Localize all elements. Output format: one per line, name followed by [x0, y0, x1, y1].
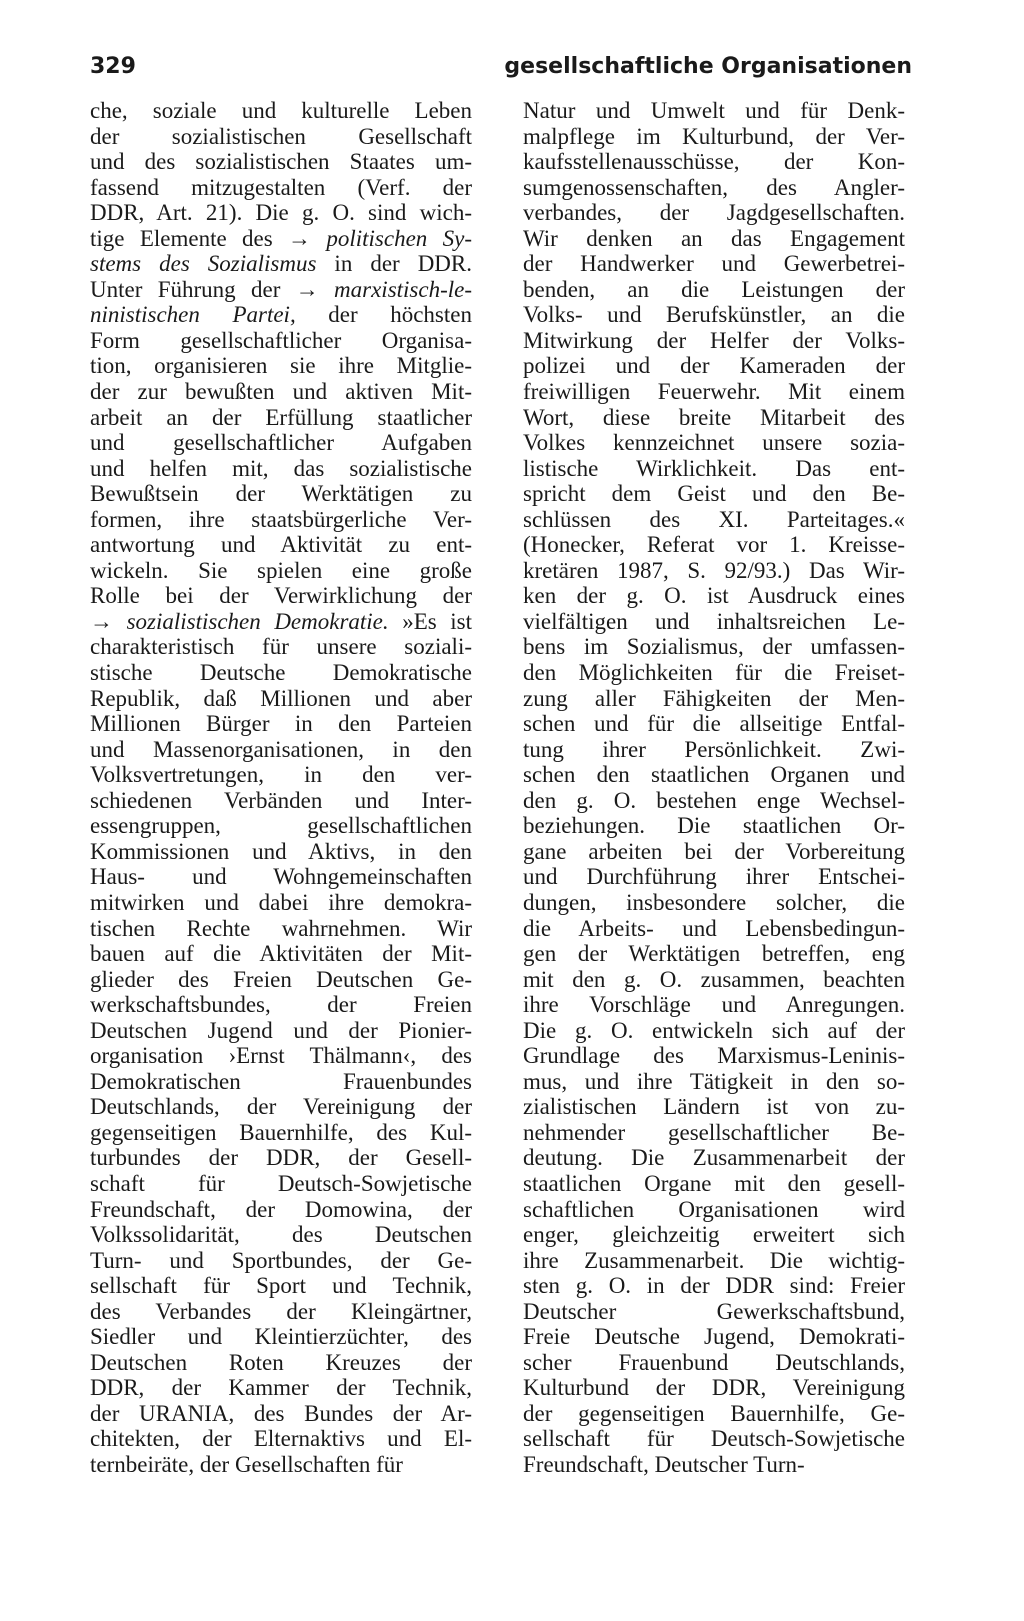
text-line: mus, und ihre Tätigkeit in den so-: [523, 1068, 905, 1094]
text-line: Millionen Bürger in den Parteien: [90, 711, 472, 737]
text-line: schlüssen des XI. Parteitages.«: [523, 506, 905, 532]
text-line: ihre Zusammenarbeit. Die wichtig-: [523, 1247, 905, 1273]
text-line: Haus- und Wohngemeinschaften: [90, 864, 472, 890]
text-line: Natur und Umwelt und für Denk-: [523, 98, 905, 123]
text-line: mitwirken und dabei ihre demokra-: [90, 889, 472, 915]
text-line: Bewußtsein der Werktätigen zu: [90, 481, 472, 507]
text-line: Grundlage des Marxismus-Leninis-: [523, 1043, 905, 1069]
text-line: freiwilligen Feuerwehr. Mit einem: [523, 379, 905, 405]
text-line: Volksvertretungen, in den ver-: [90, 762, 472, 788]
text-line: vielfältigen und inhaltsreichen Le-: [523, 608, 905, 634]
text-line: und Massenorganisationen, in den: [90, 736, 472, 762]
text-line: stems des Sozialismus in der DDR.: [90, 251, 472, 277]
text-line: wickeln. Sie spielen eine große: [90, 557, 472, 583]
section-title: gesellschaftliche Organisationen: [504, 54, 912, 79]
text-line: DDR, der Kammer der Technik,: [90, 1375, 472, 1401]
text-line: zung aller Fähigkeiten der Men-: [523, 685, 905, 711]
text-line: Kommissionen und Aktivs, in den: [90, 838, 472, 864]
text-line: und des sozialistischen Staates um-: [90, 149, 472, 175]
text-line: tion, organisieren sie ihre Mitglie-: [90, 353, 472, 379]
text-line: polizei und der Kameraden der: [523, 353, 905, 379]
text-line: schen den staatlichen Organen und: [523, 762, 905, 788]
text-line: gen der Werktätigen betreffen, eng: [523, 941, 905, 967]
text-line: Deutscher Gewerkschaftsbund,: [523, 1298, 905, 1324]
text-line: malpflege im Kulturbund, der Ver-: [523, 123, 905, 149]
text-column-left: [90, 98, 472, 1478]
text-line: Unter Führung der → marxistisch-le-: [90, 276, 472, 302]
text-line: benden, an die Leistungen der: [523, 276, 905, 302]
text-line: organisation ›Ernst Thälmann‹, des: [90, 1043, 472, 1069]
text-line: deutung. Die Zusammenarbeit der: [523, 1145, 905, 1171]
text-line: sellschaft für Deutsch-Sowjetische: [523, 1426, 905, 1452]
text-line: Die g. O. entwickeln sich auf der: [523, 1017, 905, 1043]
text-line: staatlichen Organe mit den gesell-: [523, 1170, 905, 1196]
text-line: die Arbeits- und Lebensbedingun-: [523, 915, 905, 941]
text-line: ninistischen Partei, der höchsten: [90, 302, 472, 328]
page-number: 329: [90, 54, 136, 79]
text-line: schen und für die allseitige Entfal-: [523, 711, 905, 737]
text-line: ternbeiräte, der Gesellschaften für: [90, 1451, 403, 1477]
text-line: Freie Deutsche Jugend, Demokrati-: [523, 1324, 905, 1350]
text-line: Turn- und Sportbundes, der Ge-: [90, 1247, 472, 1273]
text-line: tischen Rechte wahrnehmen. Wir: [90, 915, 472, 941]
text-line: beziehungen. Die staatlichen Or-: [523, 813, 905, 839]
text-line: Deutschen Roten Kreuzes der: [90, 1349, 472, 1375]
text-line: arbeit an der Erfüllung staatlicher: [90, 404, 472, 430]
text-line: bauen auf die Aktivitäten der Mit-: [90, 941, 472, 967]
text-line: dungen, insbesondere solcher, die: [523, 889, 905, 915]
text-line: enger, gleichzeitig erweitert sich: [523, 1222, 905, 1248]
text-line: tung ihrer Persönlichkeit. Zwi-: [523, 736, 905, 762]
text-line: tige Elemente des → politischen Sy-: [90, 225, 472, 251]
running-head: [90, 50, 912, 84]
text-line: nehmender gesellschaftlicher Be-: [523, 1119, 905, 1145]
text-line: Wir denken an das Engagement: [523, 225, 905, 251]
text-column-right: [523, 98, 905, 1478]
text-line: des Verbandes der Kleingärtner,: [90, 1298, 472, 1324]
text-line: gegenseitigen Bauernhilfe, des Kul-: [90, 1119, 472, 1145]
text-line: Volkes kennzeichnet unsere sozia-: [523, 430, 905, 456]
text-line: che, soziale und kulturelle Leben: [90, 98, 472, 123]
text-line: glieder des Freien Deutschen Ge-: [90, 966, 472, 992]
text-line: Volks- und Berufskünstler, an die: [523, 302, 905, 328]
text-line: (Honecker, Referat vor 1. Kreisse-: [523, 532, 905, 558]
text-line: den g. O. bestehen enge Wechsel-: [523, 787, 905, 813]
text-line: listische Wirklichkeit. Das ent-: [523, 455, 905, 481]
text-line: und helfen mit, das sozialistische: [90, 455, 472, 481]
text-line: der sozialistischen Gesellschaft: [90, 123, 472, 149]
text-line: sellschaft für Sport und Technik,: [90, 1273, 472, 1299]
text-line: chitekten, der Elternaktivs und El-: [90, 1426, 472, 1452]
text-line: schiedenen Verbänden und Inter-: [90, 787, 472, 813]
text-line: der Handwerker und Gewerbetrei-: [523, 251, 905, 277]
text-line: Freundschaft, Deutscher Turn-: [523, 1451, 805, 1477]
text-line: formen, ihre staatsbürgerliche Ver-: [90, 506, 472, 532]
text-line: und Durchführung ihrer Entschei-: [523, 864, 905, 890]
text-line: Mitwirkung der Helfer der Volks-: [523, 327, 905, 353]
text-line: sumgenossenschaften, des Angler-: [523, 174, 905, 200]
text-line: bens im Sozialismus, der umfassen-: [523, 634, 905, 660]
text-line: Form gesellschaftlicher Organisa-: [90, 327, 472, 353]
text-line: essengruppen, gesellschaftlichen: [90, 813, 472, 839]
text-line: zialistischen Ländern ist von zu-: [523, 1094, 905, 1120]
text-line: sten g. O. in der DDR sind: Freier: [523, 1273, 905, 1299]
text-line: Demokratischen Frauenbundes: [90, 1068, 472, 1094]
text-line: spricht dem Geist und den Be-: [523, 481, 905, 507]
text-line: Rolle bei der Verwirklichung der: [90, 583, 472, 609]
text-line: ihre Vorschläge und Anregungen.: [523, 992, 905, 1018]
text-line: Volkssolidarität, des Deutschen: [90, 1222, 472, 1248]
text-line: antwortung und Aktivität zu ent-: [90, 532, 472, 558]
text-line: gane arbeiten bei der Vorbereitung: [523, 838, 905, 864]
text-line: der gegenseitigen Bauernhilfe, Ge-: [523, 1400, 905, 1426]
text-line: schaftlichen Organisationen wird: [523, 1196, 905, 1222]
text-line: Siedler und Kleintierzüchter, des: [90, 1324, 472, 1350]
text-line: kretären 1987, S. 92/93.) Das Wir-: [523, 557, 905, 583]
text-line: Kulturbund der DDR, Vereinigung: [523, 1375, 905, 1401]
text-line: Freundschaft, der Domowina, der: [90, 1196, 472, 1222]
text-line: stische Deutsche Demokratische: [90, 660, 472, 686]
text-line: DDR, Art. 21). Die g. O. sind wich-: [90, 200, 472, 226]
text-line: und gesellschaftlicher Aufgaben: [90, 430, 472, 456]
text-line: scher Frauenbund Deutschlands,: [523, 1349, 905, 1375]
text-line: Republik, daß Millionen und aber: [90, 685, 472, 711]
text-line: der zur bewußten und aktiven Mit-: [90, 379, 472, 405]
text-line: schaft für Deutsch-Sowjetische: [90, 1170, 472, 1196]
text-line: werkschaftsbundes, der Freien: [90, 992, 472, 1018]
text-line: der URANIA, des Bundes der Ar-: [90, 1400, 472, 1426]
text-line: → sozialistischen Demokratie. »Es ist: [90, 608, 473, 634]
text-line: charakteristisch für unsere soziali-: [90, 634, 472, 660]
text-line: Deutschlands, der Vereinigung der: [90, 1094, 472, 1120]
text-line: Deutschen Jugend und der Pionier-: [90, 1017, 472, 1043]
text-line: verbandes, der Jagdgesellschaften.: [523, 200, 905, 226]
text-line: ken der g. O. ist Ausdruck eines: [523, 583, 905, 609]
text-line: den Möglichkeiten für die Freiset-: [523, 660, 905, 686]
text-line: mit den g. O. zusammen, beachten: [523, 966, 905, 992]
text-line: Wort, diese breite Mitarbeit des: [523, 404, 905, 430]
text-line: kaufsstellenausschüsse, der Kon-: [523, 149, 905, 175]
text-line: turbundes der DDR, der Gesell-: [90, 1145, 472, 1171]
text-line: fassend mitzugestalten (Verf. der: [90, 174, 472, 200]
